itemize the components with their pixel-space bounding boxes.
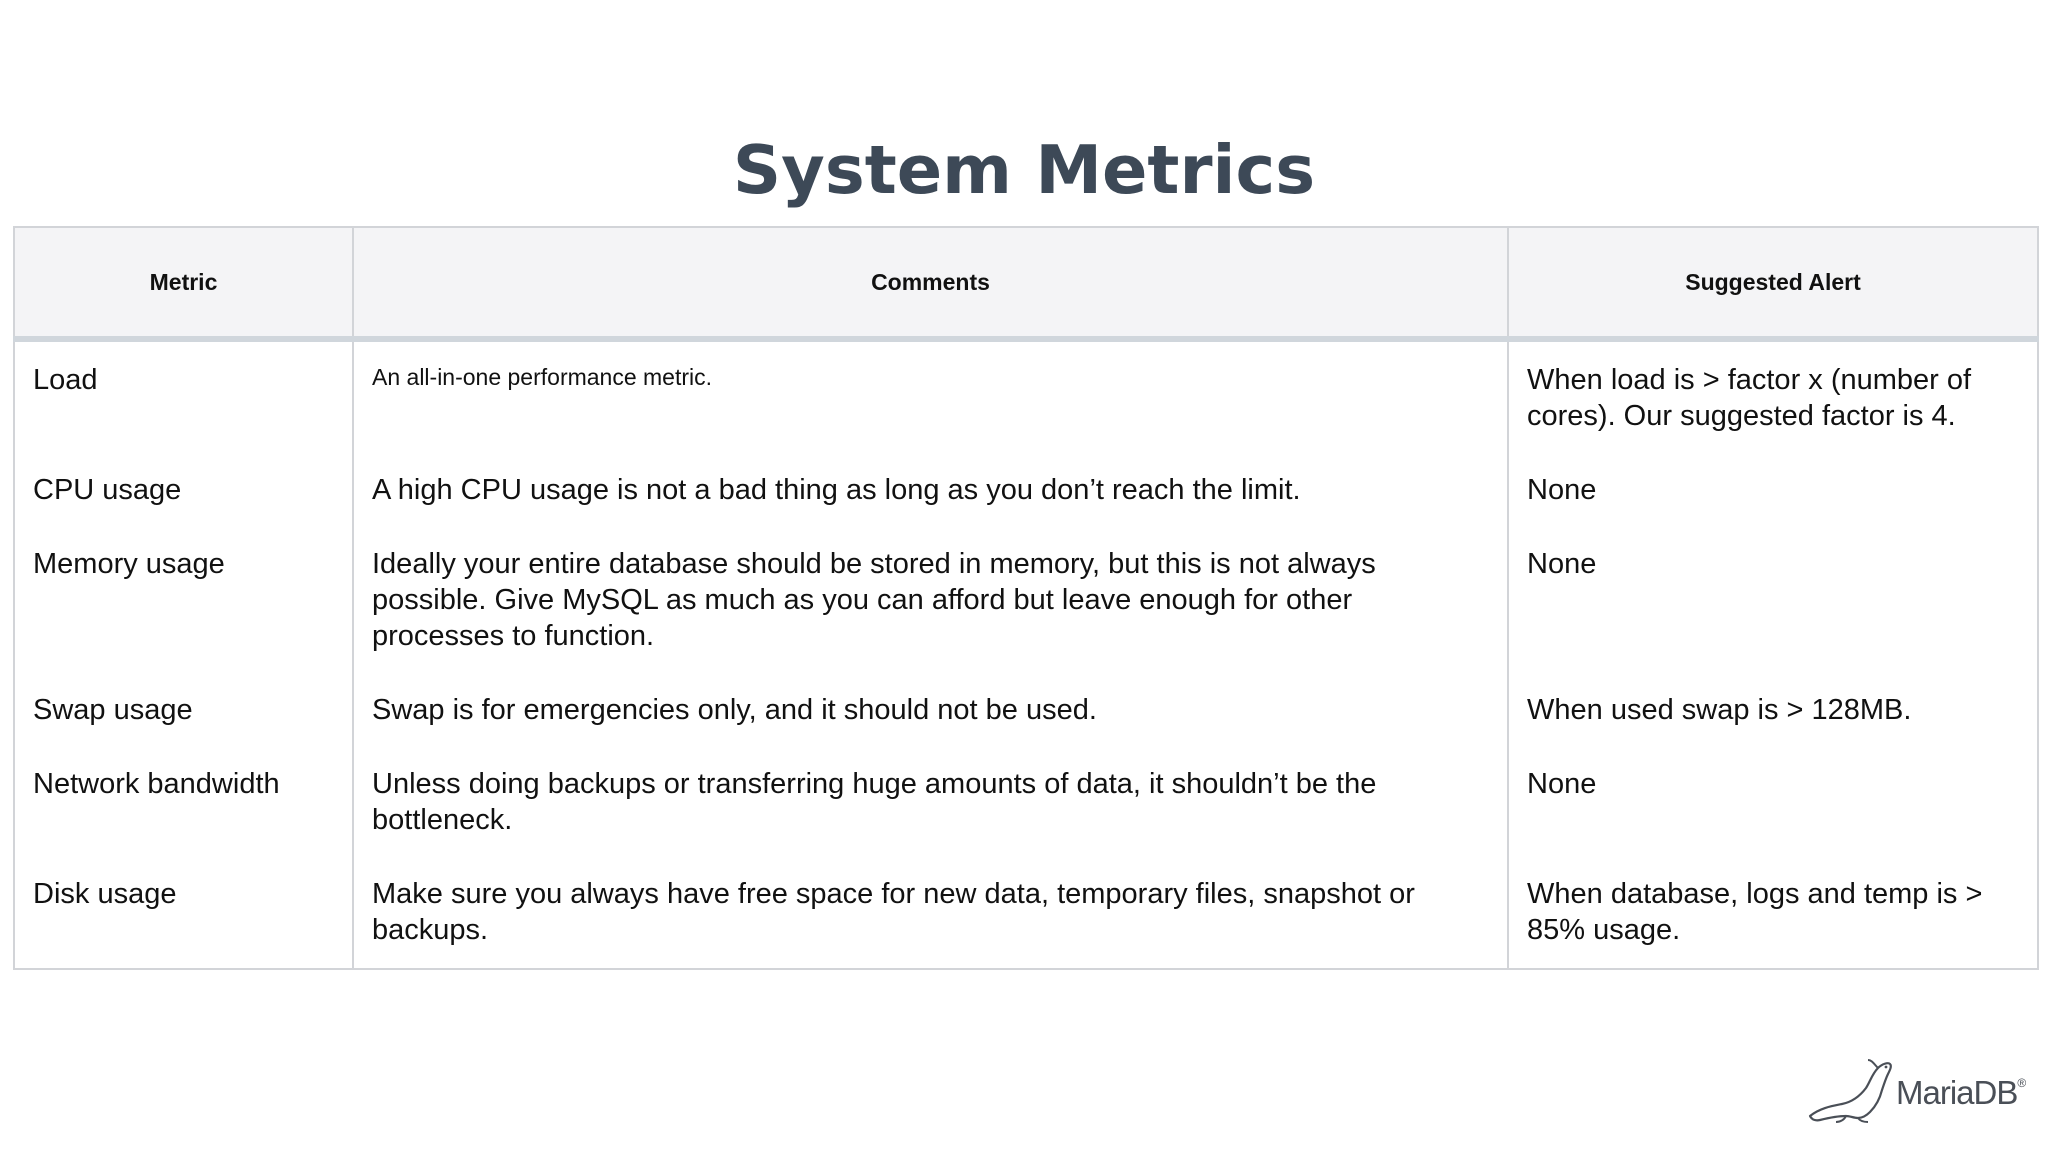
metric-cell: Disk usage — [14, 858, 353, 969]
table-row — [14, 454, 2038, 528]
alert-cell: When load is > factor x (number of cores). Our suggested factor is 4. — [1508, 339, 2038, 454]
metric-cell: Swap usage — [14, 674, 353, 748]
table-row — [14, 339, 2038, 454]
table-row — [14, 748, 2038, 858]
table-row — [14, 858, 2038, 969]
alert-cell: When database, logs and temp is > 85% usage. — [1508, 858, 2038, 969]
header-comments: Comments — [353, 227, 1508, 339]
comment-cell: A high CPU usage is not a bad thing as long as you don’t reach the limit. — [353, 454, 1508, 528]
header-suggested-alert: Suggested Alert — [1508, 227, 2038, 339]
alert-cell: None — [1508, 454, 2038, 528]
alert-cell: None — [1508, 528, 2038, 674]
sea-lion-icon — [1806, 1058, 1902, 1124]
comment-cell: Swap is for emergencies only, and it should not be used. — [353, 674, 1508, 748]
table-row — [14, 674, 2038, 748]
header-metric: Metric — [14, 227, 353, 339]
metric-cell: CPU usage — [14, 454, 353, 528]
alert-cell: When used swap is > 128MB. — [1508, 674, 2038, 748]
comment-cell: Ideally your entire database should be stored in memory, but this is not always possible. Give MySQL as much as you can afford but leave enough for other processes to function. — [353, 528, 1508, 674]
table-row — [14, 528, 2038, 674]
slide-title: System Metrics — [732, 131, 1316, 209]
alert-cell: None — [1508, 748, 2038, 858]
comment-cell: Make sure you always have free space for new data, temporary files, snapshot or backups. — [353, 858, 1508, 969]
metric-cell: Network bandwidth — [14, 748, 353, 858]
comment-cell: An all-in-one performance metric. — [353, 339, 1508, 454]
mariadb-logo — [1806, 1058, 2026, 1124]
metric-cell: Memory usage — [14, 528, 353, 674]
table-header-row — [14, 227, 2038, 339]
comment-cell: Unless doing backups or transferring huge amounts of data, it shouldn’t be the bottleneck. — [353, 748, 1508, 858]
metric-cell: Load — [14, 339, 353, 454]
metrics-table — [13, 226, 2039, 970]
logo-wordmark: MariaDB® — [1896, 1074, 2026, 1111]
